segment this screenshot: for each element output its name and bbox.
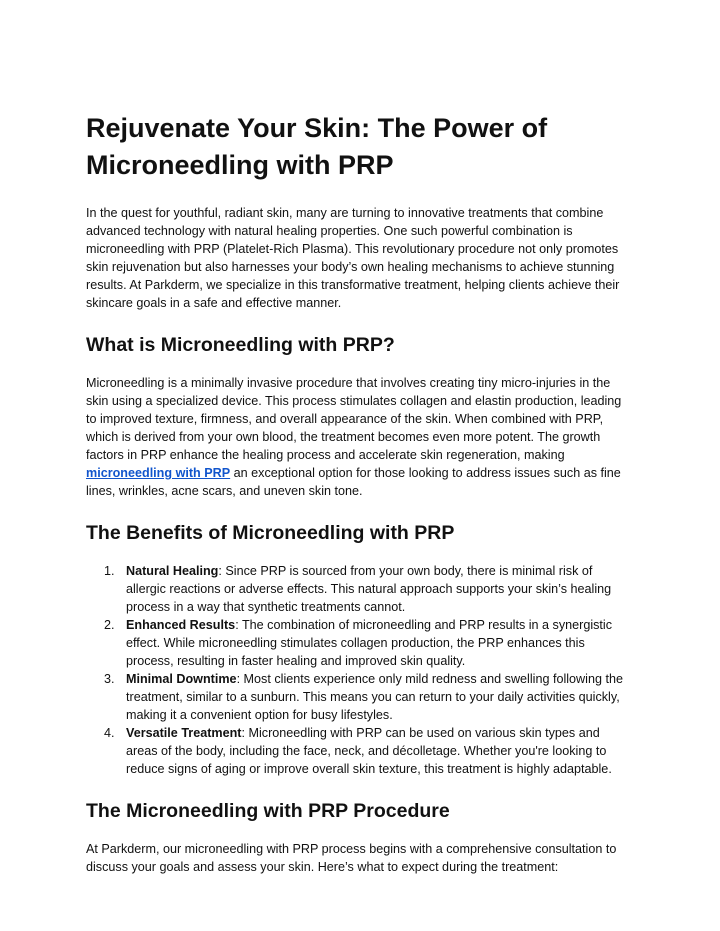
what-is-text-after-link: an exceptional option for those looking to address issues such as fine lines, wrinkles, acne scars, and uneven skin tone. (86, 466, 621, 498)
list-item (86, 670, 634, 724)
list-item-number: 4. (104, 726, 115, 740)
microneedling-prp-link[interactable]: microneedling with PRP (86, 466, 231, 480)
section-heading-procedure: The Microneedling with PRP Procedure (86, 800, 450, 822)
list-item-text: : Since PRP is sourced from your own body, there is minimal risk of allergic reactions or adverse effects. This natural approach supports your skin’s healing process in a way that synthetic treatments cannot. (126, 564, 612, 614)
list-item (86, 724, 634, 778)
benefits-list (86, 562, 634, 778)
list-item (86, 562, 634, 616)
list-item-term: Versatile Treatment (126, 726, 242, 740)
list-item-term: Minimal Downtime (126, 672, 237, 686)
procedure-paragraph: At Parkderm, our microneedling with PRP process begins with a comprehensive consultation to discuss your goals and assess your skin. Here’s what to expect during the treatment: (86, 842, 617, 874)
list-item-term: Natural Healing (126, 564, 219, 578)
list-item-number: 1. (104, 564, 115, 578)
list-item-text: : Most clients experience only mild redness and swelling following the treatment, similar to a sunburn. This means you can return to your daily activities quickly, making it a convenient option for busy lifestyles. (126, 672, 623, 722)
list-item (86, 616, 634, 670)
intro-paragraph: In the quest for youthful, radiant skin, many are turning to innovative treatments that combine advanced technology with natural healing properties. One such powerful combination is microneedling with PRP (Platelet-Rich Plasma). This revolutionary procedure not only promotes skin rejuvenation but also harnesses your body’s own healing mechanisms to achieve stunning results. At Parkderm, we specialize in this transformative treatment, helping clients achieve their skincare goals in a safe and effective manner. (86, 206, 620, 310)
what-is-paragraph (86, 374, 634, 500)
list-item-number: 3. (104, 672, 115, 686)
list-item-number: 2. (104, 618, 115, 632)
section-heading-benefits: The Benefits of Microneedling with PRP (86, 522, 455, 544)
page-title: Rejuvenate Your Skin: The Power of Microneedling with PRP (86, 113, 548, 180)
what-is-text-before-link: Microneedling is a minimally invasive procedure that involves creating tiny micro-injuries in the skin using a specialized device. This process stimulates collagen and elastin production, leading to improved texture, firmness, and overall appearance of the skin. When combined with PRP, which is derived from your own blood, the treatment becomes even more potent. The growth factors in PRP enhance the healing process and accelerate skin regeneration, making (86, 376, 622, 462)
list-item-term: Enhanced Results (126, 618, 236, 632)
section-heading-what-is: What is Microneedling with PRP? (86, 334, 395, 356)
list-item-text: : The combination of microneedling and PRP results in a synergistic effect. While microneedling stimulates collagen production, the PRP enhances this process, resulting in faster healing and improved skin quality. (126, 618, 613, 668)
list-item-text: : Microneedling with PRP can be used on various skin types and areas of the body, including the face, neck, and décolletage. Whether you're looking to reduce signs of aging or improve overall skin texture, this treatment is highly adaptable. (126, 726, 612, 776)
